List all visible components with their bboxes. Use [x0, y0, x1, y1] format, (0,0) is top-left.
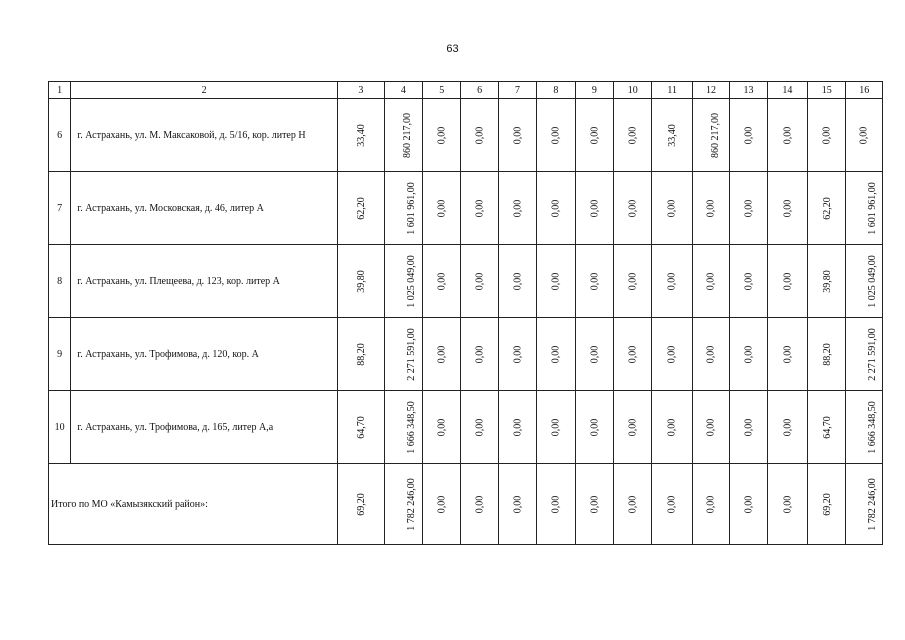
cell-value: 0,00: [436, 272, 448, 290]
cell-value: 0,00: [666, 199, 678, 217]
row-number: 7: [49, 172, 71, 245]
cell-value: 64,70: [355, 415, 367, 439]
value-cell: [767, 464, 807, 545]
cell-value: 0,00: [474, 495, 486, 513]
cell-value: 0,00: [588, 199, 600, 217]
value-cell: [498, 318, 536, 391]
cell-value: 2 271 591,00: [405, 327, 417, 381]
value-cell: [652, 172, 692, 245]
header-cell: 2: [71, 82, 338, 99]
cell-value: 0,00: [550, 418, 562, 436]
value-cell: [575, 172, 613, 245]
address-cell: г. Астрахань, ул. М. Максаковой, д. 5/16, кор. литер Н: [71, 99, 338, 172]
cell-value: 0,00: [550, 126, 562, 144]
value-cell: [808, 245, 846, 318]
cell-value: 0,00: [666, 345, 678, 363]
value-cell: [808, 391, 846, 464]
value-cell: [575, 99, 613, 172]
value-cell: [846, 318, 883, 391]
cell-value: 1 025 049,00: [867, 254, 879, 308]
value-cell: [423, 464, 461, 545]
cell-value: 0,00: [436, 199, 448, 217]
value-cell: [575, 245, 613, 318]
value-cell: [537, 245, 575, 318]
cell-value: 1 782 246,00: [867, 477, 879, 531]
address-cell: г. Астрахань, ул. Трофимова, д. 120, кор. А: [71, 318, 338, 391]
header-row: [49, 82, 883, 99]
cell-value: 0,00: [588, 495, 600, 513]
header-cell: 10: [614, 82, 652, 99]
value-cell: [846, 245, 883, 318]
value-cell: [767, 172, 807, 245]
header-cell: 11: [652, 82, 692, 99]
address-cell: г. Астрахань, ул. Московская, д. 46, литер А: [71, 172, 338, 245]
header-cell: 16: [846, 82, 883, 99]
value-cell: [338, 245, 385, 318]
cell-value: 0,00: [512, 199, 524, 217]
value-cell: [384, 391, 422, 464]
cell-value: 0,00: [742, 495, 754, 513]
cell-value: 62,20: [821, 196, 833, 220]
value-cell: [614, 245, 652, 318]
value-cell: [384, 99, 422, 172]
cell-value: 39,80: [821, 269, 833, 293]
value-cell: [338, 99, 385, 172]
value-cell: [692, 318, 729, 391]
cell-value: 1 782 246,00: [405, 477, 417, 531]
table-row: [49, 245, 883, 318]
row-number: 9: [49, 318, 71, 391]
header-cell: 5: [423, 82, 461, 99]
value-cell: [730, 172, 767, 245]
cell-value: 0,00: [512, 495, 524, 513]
value-cell: [423, 172, 461, 245]
value-cell: [498, 391, 536, 464]
cell-value: 0,00: [474, 126, 486, 144]
cell-value: 64,70: [821, 415, 833, 439]
value-cell: [614, 464, 652, 545]
cell-value: 0,00: [627, 199, 639, 217]
value-cell: [846, 391, 883, 464]
value-cell: [575, 391, 613, 464]
table-row: [49, 99, 883, 172]
cell-value: 0,00: [474, 272, 486, 290]
cell-value: 0,00: [550, 272, 562, 290]
data-table: [48, 81, 883, 545]
value-cell: [652, 245, 692, 318]
value-cell: [808, 464, 846, 545]
value-cell: [846, 464, 883, 545]
cell-value: 69,20: [821, 492, 833, 516]
cell-value: 0,00: [436, 495, 448, 513]
cell-value: 0,00: [781, 345, 793, 363]
row-number: 8: [49, 245, 71, 318]
cell-value: 860 217,00: [709, 112, 721, 158]
value-cell: [537, 464, 575, 545]
cell-value: 88,20: [355, 342, 367, 366]
cell-value: 0,00: [512, 345, 524, 363]
cell-value: 0,00: [781, 126, 793, 144]
value-cell: [338, 172, 385, 245]
value-cell: [423, 391, 461, 464]
cell-value: 0,00: [627, 126, 639, 144]
cell-value: 0,00: [512, 272, 524, 290]
value-cell: [692, 464, 729, 545]
cell-value: 0,00: [474, 418, 486, 436]
value-cell: [614, 99, 652, 172]
cell-value: 1 601 961,00: [867, 181, 879, 235]
header-cell: 8: [537, 82, 575, 99]
value-cell: [461, 172, 498, 245]
cell-value: 69,20: [355, 492, 367, 516]
cell-value: 0,00: [588, 126, 600, 144]
header-cell: 4: [384, 82, 422, 99]
address-cell: г. Астрахань, ул. Плещеева, д. 123, кор. литер А: [71, 245, 338, 318]
value-cell: [461, 245, 498, 318]
value-cell: [423, 99, 461, 172]
header-cell: 9: [575, 82, 613, 99]
page-number: 63: [446, 43, 459, 55]
value-cell: [461, 391, 498, 464]
value-cell: [692, 99, 729, 172]
value-cell: [384, 464, 422, 545]
header-cell: 3: [338, 82, 385, 99]
cell-value: 0,00: [627, 345, 639, 363]
cell-value: 0,00: [742, 126, 754, 144]
value-cell: [808, 172, 846, 245]
cell-value: 0,00: [588, 418, 600, 436]
value-cell: [808, 318, 846, 391]
value-cell: [767, 245, 807, 318]
header-cell: 14: [767, 82, 807, 99]
cell-value: 0,00: [781, 272, 793, 290]
header-cell: 7: [498, 82, 536, 99]
cell-value: 0,00: [666, 418, 678, 436]
cell-value: 2 271 591,00: [867, 327, 879, 381]
cell-value: 0,00: [627, 495, 639, 513]
cell-value: 33,40: [355, 123, 367, 147]
row-number: 6: [49, 99, 71, 172]
cell-value: 0,00: [781, 418, 793, 436]
cell-value: 0,00: [588, 345, 600, 363]
cell-value: 0,00: [588, 272, 600, 290]
value-cell: [652, 99, 692, 172]
cell-value: 0,00: [742, 199, 754, 217]
value-cell: [498, 99, 536, 172]
value-cell: [846, 172, 883, 245]
header-cell: 15: [808, 82, 846, 99]
total-row: [49, 464, 883, 545]
value-cell: [730, 245, 767, 318]
cell-value: 0,00: [705, 199, 717, 217]
row-number: 10: [49, 391, 71, 464]
value-cell: [730, 99, 767, 172]
cell-value: 1 666 348,50: [405, 400, 417, 454]
value-cell: [461, 318, 498, 391]
value-cell: [498, 464, 536, 545]
cell-value: 88,20: [821, 342, 833, 366]
cell-value: 1 666 348,50: [867, 400, 879, 454]
value-cell: [537, 318, 575, 391]
cell-value: 0,00: [781, 199, 793, 217]
header-cell: 12: [692, 82, 729, 99]
value-cell: [730, 464, 767, 545]
value-cell: [575, 318, 613, 391]
cell-value: 39,80: [355, 269, 367, 293]
value-cell: [384, 318, 422, 391]
cell-value: 0,00: [550, 345, 562, 363]
value-cell: [692, 172, 729, 245]
value-cell: [537, 99, 575, 172]
header-cell: 1: [49, 82, 71, 99]
value-cell: [767, 99, 807, 172]
cell-value: 0,00: [550, 495, 562, 513]
cell-value: 0,00: [436, 126, 448, 144]
value-cell: [384, 172, 422, 245]
cell-value: 33,40: [666, 123, 678, 147]
cell-value: 860 217,00: [401, 112, 413, 158]
header-cell: 6: [461, 82, 498, 99]
value-cell: [338, 318, 385, 391]
table-row: [49, 391, 883, 464]
cell-value: 0,00: [705, 272, 717, 290]
cell-value: 0,00: [705, 345, 717, 363]
value-cell: [338, 391, 385, 464]
value-cell: [384, 245, 422, 318]
value-cell: [808, 99, 846, 172]
value-cell: [614, 172, 652, 245]
cell-value: 0,00: [781, 495, 793, 513]
cell-value: 0,00: [436, 345, 448, 363]
value-cell: [652, 464, 692, 545]
cell-value: 0,00: [474, 199, 486, 217]
cell-value: 0,00: [742, 345, 754, 363]
value-cell: [461, 464, 498, 545]
value-cell: [498, 245, 536, 318]
value-cell: [692, 391, 729, 464]
cell-value: 0,00: [821, 126, 833, 144]
cell-value: 0,00: [666, 495, 678, 513]
value-cell: [692, 245, 729, 318]
value-cell: [537, 172, 575, 245]
value-cell: [767, 318, 807, 391]
cell-value: 0,00: [627, 418, 639, 436]
value-cell: [338, 464, 385, 545]
cell-value: 0,00: [512, 418, 524, 436]
value-cell: [498, 172, 536, 245]
value-cell: [730, 318, 767, 391]
value-cell: [767, 391, 807, 464]
cell-value: 0,00: [742, 418, 754, 436]
value-cell: [652, 318, 692, 391]
cell-value: 0,00: [436, 418, 448, 436]
header-cell: 13: [730, 82, 767, 99]
cell-value: 0,00: [705, 495, 717, 513]
cell-value: 0,00: [858, 126, 870, 144]
table-row: [49, 318, 883, 391]
cell-value: 0,00: [550, 199, 562, 217]
value-cell: [575, 464, 613, 545]
cell-value: 0,00: [705, 418, 717, 436]
value-cell: [730, 391, 767, 464]
value-cell: [614, 391, 652, 464]
cell-value: 62,20: [355, 196, 367, 220]
cell-value: 0,00: [474, 345, 486, 363]
value-cell: [846, 99, 883, 172]
cell-value: 0,00: [512, 126, 524, 144]
value-cell: [652, 391, 692, 464]
cell-value: 1 025 049,00: [405, 254, 417, 308]
cell-value: 0,00: [666, 272, 678, 290]
value-cell: [423, 245, 461, 318]
value-cell: [614, 318, 652, 391]
cell-value: 1 601 961,00: [405, 181, 417, 235]
address-cell: г. Астрахань, ул. Трофимова, д. 165, литер А,а: [71, 391, 338, 464]
total-label: Итого по МО «Камызякский район»:: [49, 464, 338, 545]
value-cell: [423, 318, 461, 391]
table-row: [49, 172, 883, 245]
cell-value: 0,00: [742, 272, 754, 290]
value-cell: [537, 391, 575, 464]
cell-value: 0,00: [627, 272, 639, 290]
value-cell: [461, 99, 498, 172]
